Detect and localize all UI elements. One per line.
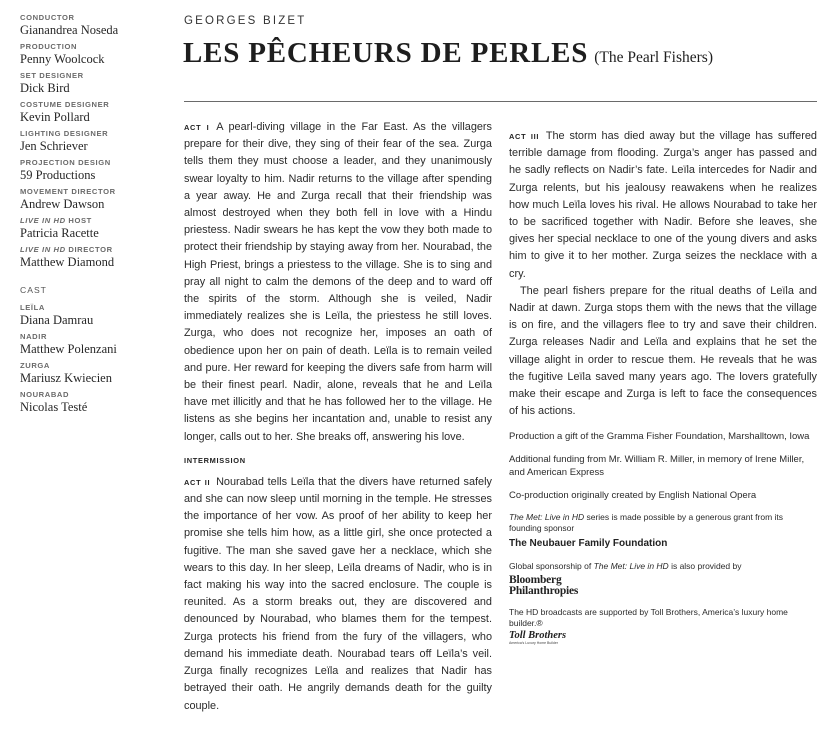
composer-name: GEORGES BIZET xyxy=(184,15,307,27)
credit-role-text: HOST xyxy=(65,216,92,225)
credit-entry xyxy=(20,13,170,37)
global-title: The Met: Live in HD xyxy=(593,561,669,572)
act2-text: Nourabad tells Leïla that the divers have returned safely and she can now sleep until morning in the temple. He stresses the importance of her vow. As proof of her ability to keep her promise she tells him how, as a little girl, she once protected a fugitive. The man she saved gave her a necklace, which she wears to this day. In her sleep, Leïla dreams of Nadir, who is in fact making his way into the sacred enclosure. The couple is reunited. As a storm breaks out, they are discovered and denounced by Nourabad, who blames them for the tempest. Zurga protects his friend from the fury of the villagers, who demand his immediate death. Nourabad tears off Leïla’s veil. Zurga finally recognizes Leïla and realizes that Nadir has betrayed their oath. He angrily demands death for the guilty couple. xyxy=(184,475,492,712)
credit-role xyxy=(20,216,170,226)
credit-entry xyxy=(20,216,170,240)
hd-broadcasts-note: The HD broadcasts are supported by Toll Brothers, America’s luxury home builder.® xyxy=(509,607,788,629)
act1-label: ACT I xyxy=(184,123,210,132)
header-divider xyxy=(184,101,817,102)
credit-entry xyxy=(20,245,170,269)
credit-role-text: NOURABAD xyxy=(20,390,70,399)
credit-person: Kevin Pollard xyxy=(20,110,90,124)
credit-role-text: ZURGA xyxy=(20,361,50,370)
neubauer-foundation: The Neubauer Family Foundation xyxy=(509,538,668,550)
credit-entry xyxy=(20,129,170,153)
coproduction-note: Co-production originally created by English National Opera xyxy=(509,490,757,502)
act3-label: ACT III xyxy=(509,132,540,141)
credit-role-text: CONDUCTOR xyxy=(20,13,75,22)
act1-text: A pearl-diving village in the Far East. As the villagers prepare for their dive, they sing of their fear of the sea. Zurga tells them they must choose a leader, and they unanimously swear loyalty to him. Nadir returns to the village after spending a year away. He and Zurga recall that their friendship was almost destroyed when they both fell in love with a Hindu priestess. Nadir swears he has kept the vow they both made to protect their friendship by staying away from her. Nourabad, the High Priest, brings a priestess to the village. She is to sing and pray all night to calm the demons of the deep and to ward off the spirits of the storm. Although she is veiled, Nadir immediately realizes she is Leïla, the priestess he still loves. Zurga, who does not recognize her, imposes an oath of obedience upon her on pain of death. Leïla is to remain veiled and pure. Her reward for keeping the divers safe from harm will be their finest pearl. Nadir, alone, reveals that he and Leïla have met illicitly and that he has followed her to the village. He listens as she begins her incantation and, unable to resist any longer, calls out to her. She breaks off, answering his love. xyxy=(184,121,493,443)
credit-person: Dick Bird xyxy=(20,81,70,95)
act3-section xyxy=(509,128,817,420)
credit-role xyxy=(20,71,170,81)
credit-role xyxy=(20,13,170,23)
credit-role xyxy=(20,129,170,139)
credit-role xyxy=(20,361,170,371)
synopsis-column-left xyxy=(184,119,492,715)
cast-heading: CAST xyxy=(20,285,47,295)
credit-role xyxy=(20,390,170,400)
synopsis-column-right xyxy=(509,119,817,645)
credit-entry xyxy=(20,71,170,95)
opera-title xyxy=(183,37,713,70)
credit-role-text: PROJECTION DESIGN xyxy=(20,158,111,167)
global-post: is also provided by xyxy=(668,561,742,572)
act3-text: The storm has died away but the village has suffered terrible damage from flooding. Zurga’s anger has passed and he sadly reflects on Nadir’s fate. Leïla intercedes for Nadir and Zurga relents, but his jealousy reawakens when he realizes how much Leïla loves his rival. He allows Nourabad to take her to be sacrificed together with Nadir. Before she leaves, she gives her special necklace to one of the young divers and asks him to give it to her mother. Zurga seizes the necklace with a cry. xyxy=(509,130,817,280)
credit-entry xyxy=(20,158,170,182)
credit-role-italic: LIVE IN HD xyxy=(20,245,66,254)
credits-list xyxy=(20,13,170,269)
credit-role xyxy=(20,332,170,342)
credit-person: Matthew Polenzani xyxy=(20,342,117,356)
credit-person: Andrew Dawson xyxy=(20,197,105,211)
credit-role xyxy=(20,303,170,313)
credit-person: Matthew Diamond xyxy=(20,255,115,269)
credit-role xyxy=(20,100,170,110)
act3-paragraph xyxy=(509,128,817,283)
hd-series-text: series is made possible by a generous grant from its founding sponsor xyxy=(509,512,784,534)
credit-role xyxy=(20,42,170,52)
credits-sidebar xyxy=(20,13,170,419)
credit-entry xyxy=(20,187,170,211)
credit-role xyxy=(20,158,170,168)
credit-role xyxy=(20,187,170,197)
credit-role-text: LEÏLA xyxy=(20,303,45,312)
opera-title-main: LES PÊCHEURS DE PERLES xyxy=(183,37,589,69)
act1-paragraph xyxy=(184,119,492,446)
cast-list xyxy=(20,303,170,414)
credit-role-text: PRODUCTION xyxy=(20,42,78,51)
credit-role-text: NADIR xyxy=(20,332,48,341)
credit-person: Jen Schriever xyxy=(20,139,88,153)
credit-person: 59 Productions xyxy=(20,168,96,182)
toll-brothers-logo xyxy=(509,631,817,645)
bloomberg-logo-line2: Philanthropies xyxy=(509,585,579,598)
credit-person: Penny Woolcock xyxy=(20,52,105,66)
credit-person: Patricia Racette xyxy=(20,226,99,240)
act2-paragraph xyxy=(184,474,492,715)
credit-entry xyxy=(20,42,170,66)
credit-entry xyxy=(20,303,170,327)
credit-entry xyxy=(20,100,170,124)
credit-entry xyxy=(20,390,170,414)
hd-series-note xyxy=(509,512,817,534)
credit-role-italic: LIVE IN HD xyxy=(20,216,66,225)
credit-role-text: MOVEMENT DIRECTOR xyxy=(20,187,116,196)
credit-person: Gianandrea Noseda xyxy=(20,23,119,37)
hd-series-title: The Met: Live in HD xyxy=(509,512,585,523)
credit-entry xyxy=(20,332,170,356)
credit-role-text: DIRECTOR xyxy=(65,245,113,254)
toll-brothers-wordmark: Toll Brothers xyxy=(509,630,567,642)
bloomberg-logo xyxy=(509,575,817,597)
gift-note: Production a gift of the Gramma Fisher Foundation, Marshalltown, Iowa xyxy=(509,431,810,443)
act3-paragraph-2: The pearl fishers prepare for the ritual deaths of Leïla and Nadir at dawn. Zurga stops them with the news that the village is on fire, and the villagers flee to try and save their children. Zurga releases Nadir and Leïla and explains that he set the village alight in order to rescue them. He reveals that he was the fugitive Leïla saved many years ago. The lovers gratefully make their escape and Zurga is left to face the consequences of his actions. xyxy=(509,284,817,418)
intermission-label: INTERMISSION xyxy=(184,455,246,465)
sponsor-notes xyxy=(509,430,817,645)
global-sponsorship-note xyxy=(509,561,817,572)
global-pre: Global sponsorship of xyxy=(509,561,594,572)
credit-person: Diana Damrau xyxy=(20,313,94,327)
credit-person: Nicolas Testé xyxy=(20,400,88,414)
bloomberg-logo-line1: Bloomberg xyxy=(509,574,562,587)
credit-role-text: COSTUME DESIGNER xyxy=(20,100,110,109)
credit-role xyxy=(20,245,170,255)
credit-role-text: SET DESIGNER xyxy=(20,71,84,80)
credit-role-text: LIGHTING DESIGNER xyxy=(20,129,109,138)
opera-subtitle: (The Pearl Fishers) xyxy=(594,49,713,66)
act2-label: ACT II xyxy=(184,477,211,487)
credit-person: Mariusz Kwiecien xyxy=(20,371,112,385)
credit-entry xyxy=(20,361,170,385)
funding-note: Additional funding from Mr. William R. Miller, in memory of Irene Miller, and American Express xyxy=(509,454,805,479)
toll-brothers-tagline: America’s Luxury Home Builder xyxy=(509,641,558,646)
